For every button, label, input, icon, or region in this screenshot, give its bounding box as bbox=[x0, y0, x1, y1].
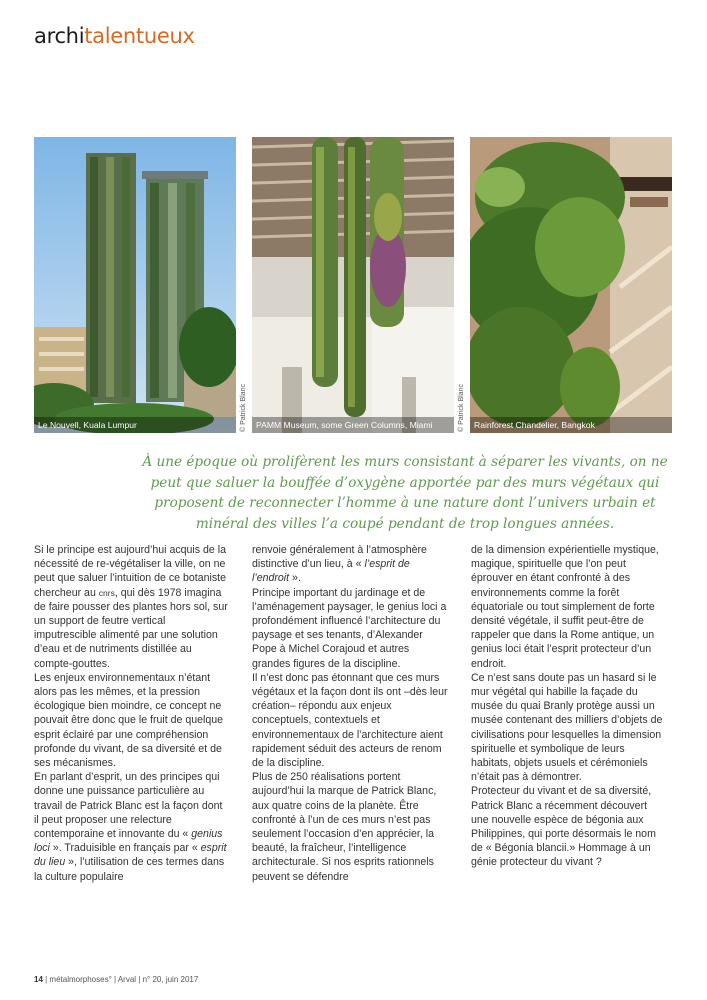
photo-le-nouvell bbox=[34, 137, 236, 433]
photo-caption: Rainforest Chandelier, Bangkok bbox=[470, 417, 672, 433]
paragraph: Protecteur du vivant et de sa diversité, Patrick Blanc a récemment découvert une nouvelle espèce de bégonia aux Philippines, qui porte désormais le nom de « Bégonia blancii.» Hommage à un génie protecteur du vivant ? bbox=[471, 785, 656, 869]
paragraph: Principe important du jardinage et de l’aménagement paysager, le genius loci a profondément influencé l’architecture du paysage et ses tenants, d’Alexander Pope à Michel Corajoud et autres grandes figures de la discipline. bbox=[252, 586, 447, 670]
photo-rainforest-chandelier bbox=[470, 137, 672, 433]
pull-quote: À une époque où prolifèrent les murs consistant à séparer les vivants, on ne peut que saluer la bouffée d’oxygène apportée par des murs végétaux qui proposent de reconnecter l’homme à une nature dont l’univers urbain et minéral des villes l’a coupé pendant de trop longues années. bbox=[142, 454, 668, 532]
paragraph: En parlant d’esprit, un des principes qui donne une puissance particulière au travail de Patrick Blanc est la façon dont il peut proposer une relecture contemporaine et innovante du « genius loci ». Traduisible en français par « esprit du lieu », l’utilisation de ces termes dans la culture populaire bbox=[34, 771, 227, 883]
green-columns-illustration bbox=[252, 137, 454, 433]
page-number: 14 bbox=[34, 975, 43, 984]
paragraph: Si le principe est aujourd’hui acquis de la nécessité de re-végétaliser la ville, on ne peut que saluer l’intuition de ce botaniste chercheur au cnrs, qui dès 1978 imagina de faire pousser des plantes hors sol, sur un support de feutre vertical imputrescible alimenté par une solution d’eau et de nutriments distillée au compte-gouttes. bbox=[34, 544, 228, 670]
paragraph: renvoie généralement à l’atmosphère distinctive d’un lieu, à « l’esprit de l’endroit ». bbox=[252, 544, 427, 585]
photo-credit: © Patrick Blanc bbox=[458, 384, 465, 432]
photo-caption: PAMM Museum, some Green Columns, Miami bbox=[252, 417, 454, 433]
text-column-2 bbox=[252, 543, 448, 884]
page-footer: 14 | métalmorphoses° | Arval | n° 20, juin 2017 bbox=[34, 975, 199, 984]
photo-pamm-museum bbox=[252, 137, 454, 433]
paragraph: Plus de 250 réalisations portent aujourd’hui la marque de Patrick Blanc, aux quatre coins de la planète. Être confronté à l’un de ces murs n’est pas seulement l’occasion d’en apprécier, la beauté, la fraîcheur, l’intelligence architecturale. Si nos esprits rationnels peuvent se défendre bbox=[252, 771, 437, 883]
photo-credit: © Patrick Blanc bbox=[240, 384, 247, 432]
paragraph: Il n’est donc pas étonnant que ces murs végétaux et la façon dont ils ont –dès leur création– répondu aux enjeux conceptuels, contextuels et environnementaux de l’architecture aient rapidement séduit des acteurs de renom de la discipline. bbox=[252, 671, 448, 770]
photo-caption: Le Nouvell, Kuala Lumpur bbox=[34, 417, 236, 433]
paragraph: de la dimension expérientielle mystique, magique, spirituelle que l’on peut éprouver en étant confronté à des environnements comme la forêt équatoriale ou tout simplement de forte densité végétale, il suffit peut-être de rappeler que dans la Rome antique, un genius loci était l’esprit protecteur d’un endroit. bbox=[471, 544, 659, 670]
text-column-1 bbox=[34, 543, 230, 884]
paragraph: Les enjeux environnementaux n’étant alors pas les mêmes, et la pression écologique bien moindre, ce concept ne pouvait être donc que le fruit de quelque esprit éclairé par une compréhension profonde du vivant, de sa diversité et de ses mécanismes. bbox=[34, 671, 224, 770]
paragraph: Ce n’est sans doute pas un hasard si le mur végétal qui habille la façade du musée du quai Branly protège aussi un musée contenant des milliers d’objets de civilisations pour lesquelles la dimension spirituelle et symbolique de leurs habitats, objets usuels et cérémoniels n’était pas à démontrer. bbox=[471, 671, 663, 784]
text-column-3 bbox=[471, 543, 667, 870]
brand-logo: architalentueux bbox=[34, 24, 195, 48]
rainforest-illustration bbox=[470, 137, 672, 433]
towers-illustration bbox=[34, 137, 236, 433]
